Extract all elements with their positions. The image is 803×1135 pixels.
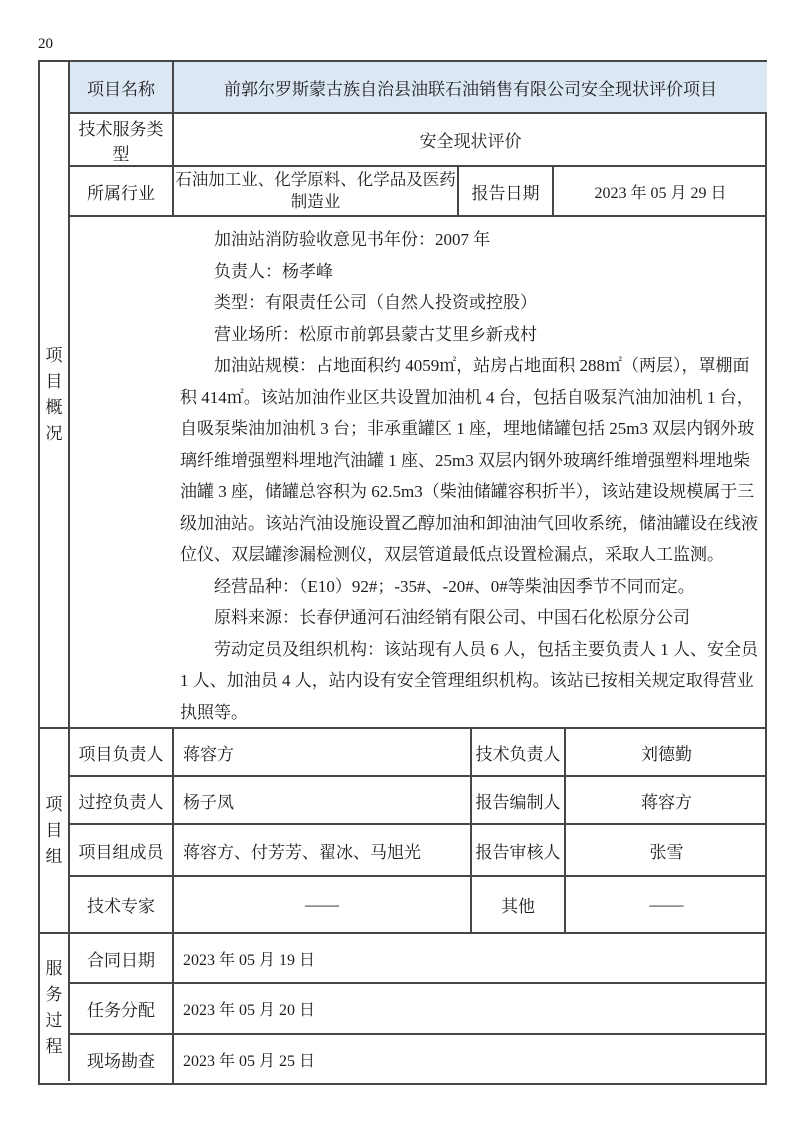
side-label-overview: 项目概况 <box>45 345 63 443</box>
table-main <box>70 62 767 1083</box>
report-date-label: 报告日期 <box>457 167 552 215</box>
task-assignment-value: 2023 年 05 月 20 日 <box>172 984 767 1033</box>
industry-row <box>70 165 767 215</box>
tech-expert-value: —— <box>172 877 470 932</box>
other-value: —— <box>564 877 767 932</box>
team-members-value: 蒋容方、付芳芳、翟冰、马旭光 <box>172 825 470 875</box>
overview-paragraph: 类型：有限责任公司（自然人投资或控股） <box>214 293 537 312</box>
project-info-table <box>38 60 767 1085</box>
side-label-rail <box>40 62 70 1083</box>
site-survey-label: 现场勘查 <box>87 1051 155 1071</box>
other-label: 其他 <box>470 877 564 932</box>
industry-value: 石油加工业、化学原料、化学品及医药制造业 <box>172 167 457 215</box>
contract-date-value: 2023 年 05 月 19 日 <box>172 934 767 982</box>
report-reviewer-label: 报告审核人 <box>470 825 564 875</box>
process-control-value: 杨子凤 <box>172 777 470 823</box>
process-control-label: 过控负责人 <box>78 792 164 812</box>
task-assignment-label: 任务分配 <box>87 1001 155 1020</box>
overview-paragraph: 负责人：杨孝峰 <box>214 261 333 281</box>
team-row-members <box>70 823 767 875</box>
overview-content <box>172 217 767 727</box>
report-date-value: 2023 年 05 月 29 日 <box>552 167 767 215</box>
team-row-experts <box>70 875 767 932</box>
side-label-team: 项目组 <box>45 794 63 866</box>
team-members-label: 项目组成员 <box>78 842 164 862</box>
service-type-row <box>70 112 767 165</box>
contract-date-label: 合同日期 <box>87 950 155 970</box>
project-name-value: 前郭尔罗斯蒙古族自治县油联石油销售有限公司安全现状评价项目 <box>172 62 767 112</box>
side-label-cell-team <box>40 727 70 932</box>
overview-row <box>70 215 767 727</box>
service-type-label: 技术服务类型 <box>78 119 164 164</box>
project-leader-value: 蒋容方 <box>172 729 470 775</box>
tech-leader-value: 刘德勤 <box>564 729 767 775</box>
tech-leader-label: 技术负责人 <box>470 729 564 775</box>
industry-label: 所属行业 <box>87 183 155 203</box>
overview-paragraph: 加油站规模：占地面积约 4059㎡，站房占地面积 288㎡（两层），罩棚面积 414㎡。该站加油作业区共设置加油机 4 台，包括自吸泵汽油加油机 1 台，自吸泵柴油加油机 3 台；非承重罐区 1 座，埋地储罐包括 25m3 双层内钢外玻璃纤维增强塑料埋地汽油罐 1 座、25m3 双层内钢外玻璃纤维增强塑料埋地柴油罐 3 座，储罐总容积为 62.5m3（柴油储罐容积折半），该站建设规模属于三级加油站。该站汽油设施设置乙醇加油和卸油油气回收系统，储油罐设在线液位仪、双层罐渗漏检测仪，双层管道最低点设置检漏点，采取人工监测。 <box>180 356 758 564</box>
team-row-leader <box>70 727 767 775</box>
project-name-row <box>70 62 767 112</box>
report-writer-value: 蒋容方 <box>564 777 767 823</box>
process-row-contract <box>70 932 767 982</box>
page-number: 20 <box>38 36 53 52</box>
report-reviewer-value: 张雪 <box>564 825 767 875</box>
overview-paragraph: 营业场所：松原市前郭县蒙古艾里乡新戎村 <box>214 324 537 344</box>
site-survey-value: 2023 年 05 月 25 日 <box>172 1035 767 1083</box>
service-type-value: 安全现状评价 <box>172 114 767 165</box>
overview-paragraph: 劳动定员及组织机构：该站现有人员 6 人，包括主要负责人 1 人、安全员 1 人、加油员 4 人，站内设有安全管理组织机构。该站已按相关规定取得营业执照等。 <box>180 639 758 722</box>
process-row-assignment <box>70 982 767 1033</box>
overview-paragraph: 原料来源：长春伊通河石油经销有限公司、中国石化松原分公司 <box>214 608 690 627</box>
side-label-cell-overview <box>40 62 70 727</box>
overview-empty-label-cell <box>70 217 172 727</box>
overview-paragraph: 经营品种：（E10）92#；-35#、-20#、0#等柴油因季节不同而定。 <box>214 576 695 596</box>
tech-expert-label: 技术专家 <box>87 897 155 916</box>
project-name-label: 项目名称 <box>87 79 155 99</box>
team-row-process-control <box>70 775 767 823</box>
side-label-process: 服务过程 <box>45 958 63 1056</box>
side-label-cell-process <box>40 932 70 1081</box>
report-writer-label: 报告编制人 <box>470 777 564 823</box>
process-row-survey <box>70 1033 767 1083</box>
project-leader-label: 项目负责人 <box>78 744 164 764</box>
overview-paragraph: 加油站消防验收意见书年份：2007 年 <box>214 230 491 249</box>
